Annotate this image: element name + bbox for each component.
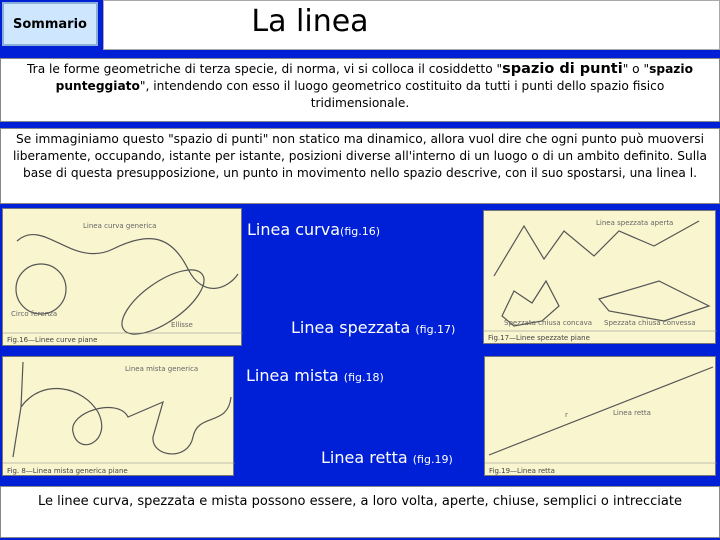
mixed-curve	[21, 388, 231, 453]
mixed-segment-1	[13, 362, 23, 457]
label-linea-curva-text: Linea curva	[247, 220, 341, 239]
figure-linea-retta	[484, 356, 716, 476]
fig18-caption: Fig. 8—Linea mista generica piane	[7, 467, 128, 475]
fig19-text-r: r	[565, 411, 568, 419]
label-linea-curva-ref: (fig.16)	[340, 225, 381, 238]
circle-shape	[16, 264, 66, 314]
label-linea-spezzata-ref: (fig.17)	[415, 323, 456, 336]
mixed-line-drawing	[3, 357, 235, 477]
conclusion-text: Le linee curva, spezzata e mista possono essere, a loro volta, aperte, chiuse, semplici o intrecciate	[0, 486, 720, 538]
fig16-caption: Fig.16—Linee curve piane	[7, 336, 98, 344]
label-linea-mista-text: Linea mista	[246, 366, 339, 385]
figure-linea-curva	[2, 208, 242, 346]
straight-line-drawing	[485, 357, 717, 477]
term-spazio-punteggiato: spazio punteggiato	[55, 62, 693, 93]
intro-paragraph	[0, 58, 720, 122]
figure-linea-spezzata	[483, 210, 716, 344]
fig18-text-mista-generica: Linea mista generica	[125, 365, 199, 373]
fig19-caption: Fig.19—Linea retta	[489, 467, 555, 475]
fig17-text-spezzata-aperta: Linea spezzata aperta	[596, 219, 674, 227]
term-spazio-di-punti: spazio di punti	[502, 61, 623, 77]
intro-text-2: " o "	[622, 62, 650, 76]
fig16-text-ellisse: Ellisse	[171, 321, 193, 329]
figure-linea-mista	[2, 356, 234, 476]
label-linea-spezzata-text: Linea spezzata	[291, 318, 411, 337]
convex-polygon	[599, 281, 709, 321]
polyline-drawing	[484, 211, 717, 345]
fig17-text-chiusa-concava: Spezzata chiusa concava	[504, 319, 593, 327]
fig16-text-curva-generica: Linea curva generica	[83, 222, 157, 230]
fig17-text-chiusa-convessa: Spezzata chiusa convessa	[604, 319, 696, 327]
description-paragraph: Se immaginiamo questo "spazio di punti" non statico ma dinamico, allora vuol dire che ogni punto può muoversi liberamente, occupando, istante per istante, posizioni diverse all'interno di un luogo o di un ambito definito. Sulla base di questa presupposizione, un punto in movimento nello spazio descrive, con il suo spostarsi, una linea l.	[0, 128, 720, 204]
label-linea-retta[interactable]	[321, 448, 453, 467]
fig19-text-linea-retta: Linea retta	[613, 409, 651, 417]
intro-text-3: ", intendendo con esso il luogo geometrico costituito da tutti i punti dello spazio fisico tridimensionale.	[139, 79, 665, 110]
fig16-text-circonferenza: Circo ferenza	[11, 310, 58, 318]
intro-text-1: Tra le forme geometriche di terza specie, di norma, vi si colloca il cosiddetto "	[27, 62, 503, 76]
fig17-caption: Fig.17—Linee spezzate piane	[488, 334, 590, 342]
sommario-button[interactable]: Sommario	[2, 2, 98, 46]
curve-lines-drawing	[3, 209, 243, 347]
straight-line	[489, 367, 713, 455]
label-linea-spezzata[interactable]	[291, 318, 455, 337]
label-linea-curva[interactable]	[247, 220, 380, 239]
label-linea-mista[interactable]	[246, 366, 384, 385]
label-linea-retta-text: Linea retta	[321, 448, 408, 467]
curve-generic	[17, 235, 238, 289]
label-linea-mista-ref: (fig.18)	[343, 371, 384, 384]
open-polyline	[494, 221, 699, 276]
page-title: La linea	[251, 4, 369, 39]
label-linea-retta-ref: (fig.19)	[412, 453, 453, 466]
